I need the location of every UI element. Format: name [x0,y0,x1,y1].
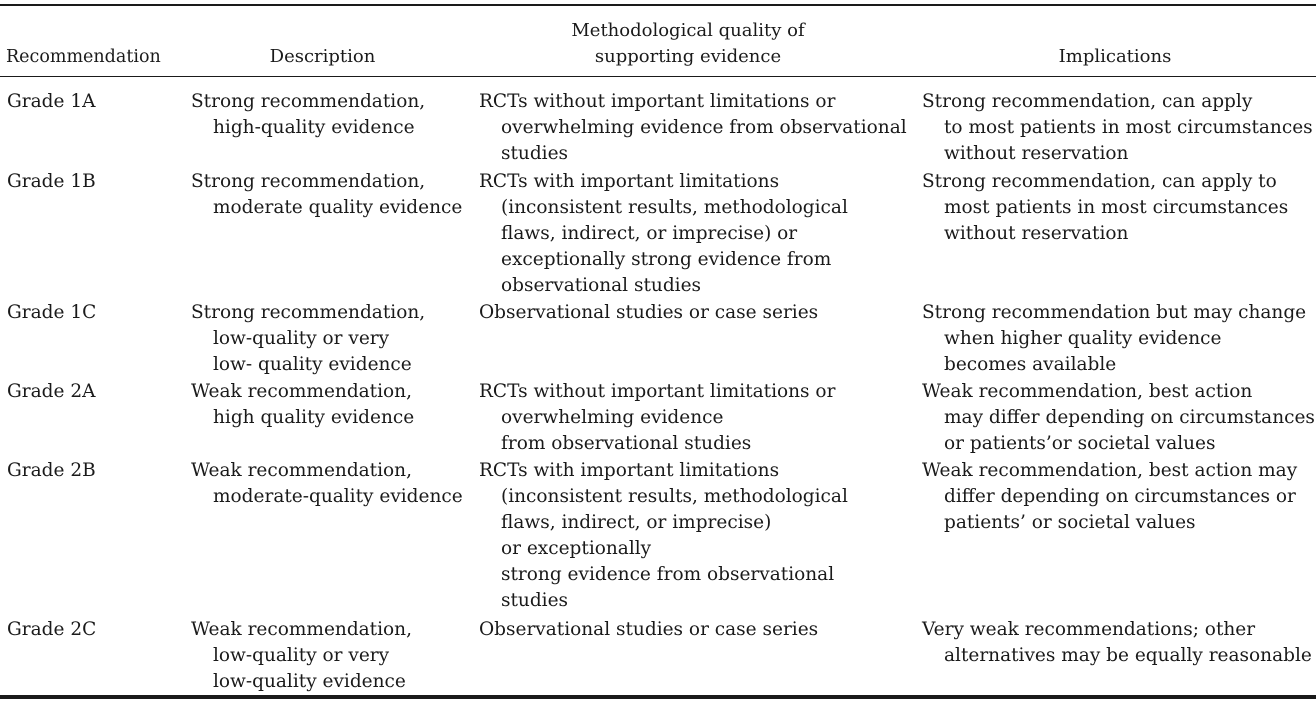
implications-line: Strong recommendation but may change [922,302,1307,323]
description-line: Weak recommendation, [191,619,412,640]
grade-cell: Grade 1A [7,91,96,112]
implications-cell [922,300,1306,378]
description-line: high-quality evidence [213,117,415,138]
implications-line: patients’ or societal values [944,512,1196,533]
implications-cell [922,379,1315,457]
description-line: moderate quality evidence [213,197,463,218]
implications-line: or patients’or societal values [944,433,1216,454]
methodology-cell [479,169,848,299]
implications-line: Weak recommendation, best action may [922,460,1298,481]
implications-line: to most patients in most circumstances [944,117,1313,138]
methodology-cell [479,89,907,167]
methodology-line: RCTs with important limitations [479,460,780,481]
header-description: Description [269,46,376,67]
header-implications: Implications [1058,46,1172,67]
implications-line: when higher quality evidence [944,328,1222,349]
grade-cell: Grade 1C [7,302,97,323]
implications-cell [922,89,1313,167]
implications-line: Strong recommendation, can apply [922,91,1253,112]
description-cell [191,169,462,221]
implications-cell [922,169,1288,247]
implications-cell [922,458,1297,536]
methodology-line: exceptionally strong evidence from [501,249,832,270]
description-cell [191,379,414,431]
description-line: Strong recommendation, [191,171,426,192]
methodology-line: RCTs without important limitations or [479,381,836,402]
grade-cell: Grade 1B [7,171,96,192]
implications-line: differ depending on circumstances or [944,486,1296,507]
description-line: moderate-quality evidence [213,486,463,507]
methodology-line: RCTs without important limitations or [479,91,836,112]
methodology-line: (inconsistent results, methodological [501,486,848,507]
implications-line: without reservation [944,143,1129,164]
methodology-line: or exceptionally [501,538,652,559]
implications-line: alternatives may be equally reasonable [944,645,1312,666]
methodology-line: studies [501,143,569,164]
methodology-line: Observational studies or case series [479,302,819,323]
methodology-line: observational studies [501,275,702,296]
header-methodological-quality [478,18,898,70]
implications-line: without reservation [944,223,1129,244]
description-line: Weak recommendation, [191,381,412,402]
methodology-cell [479,379,835,457]
table-top-rule [0,4,1316,6]
implications-line: Very weak recommendations; other [922,619,1256,640]
implications-line: Weak recommendation, best action [922,381,1253,402]
implications-line: becomes available [944,354,1117,375]
description-cell [191,458,463,510]
table-header-rule [0,76,1316,77]
methodology-cell [479,617,818,643]
header-methodology-line: Methodological quality of [571,20,805,41]
methodology-line: Observational studies or case series [479,619,819,640]
description-line: Strong recommendation, [191,302,426,323]
table-bottom-rule [0,695,1316,699]
methodology-line: from observational studies [501,433,752,454]
methodology-line: overwhelming evidence from observational [501,117,907,138]
methodology-line: (inconsistent results, methodological [501,197,848,218]
methodology-cell [479,458,848,614]
implications-line: most patients in most circumstances [944,197,1289,218]
grade-cell: Grade 2B [7,460,96,481]
description-line: low-quality or very [213,328,390,349]
methodology-cell [479,300,818,326]
description-line: low-quality or very [213,645,390,666]
header-recommendation: Recommendation [6,47,161,67]
description-line: low- quality evidence [213,354,412,375]
methodology-line: flaws, indirect, or imprecise) or [501,223,798,244]
methodology-line: studies [501,590,569,611]
implications-line: may differ depending on circumstances [944,407,1315,428]
methodology-line: strong evidence from observational [501,564,835,585]
description-line: Weak recommendation, [191,460,412,481]
description-line: Strong recommendation, [191,91,426,112]
description-line: high quality evidence [213,407,415,428]
methodology-line: RCTs with important limitations [479,171,780,192]
methodology-line: overwhelming evidence [501,407,724,428]
description-cell [191,89,425,141]
description-cell [191,300,425,378]
implications-line: Strong recommendation, can apply to [922,171,1277,192]
grade-cell: Grade 2A [7,381,96,402]
implications-cell [922,617,1312,669]
description-line: low-quality evidence [213,671,406,692]
description-cell [191,617,412,695]
grade-cell: Grade 2C [7,619,97,640]
methodology-line: flaws, indirect, or imprecise) [501,512,772,533]
header-methodology-line: supporting evidence [594,46,782,67]
